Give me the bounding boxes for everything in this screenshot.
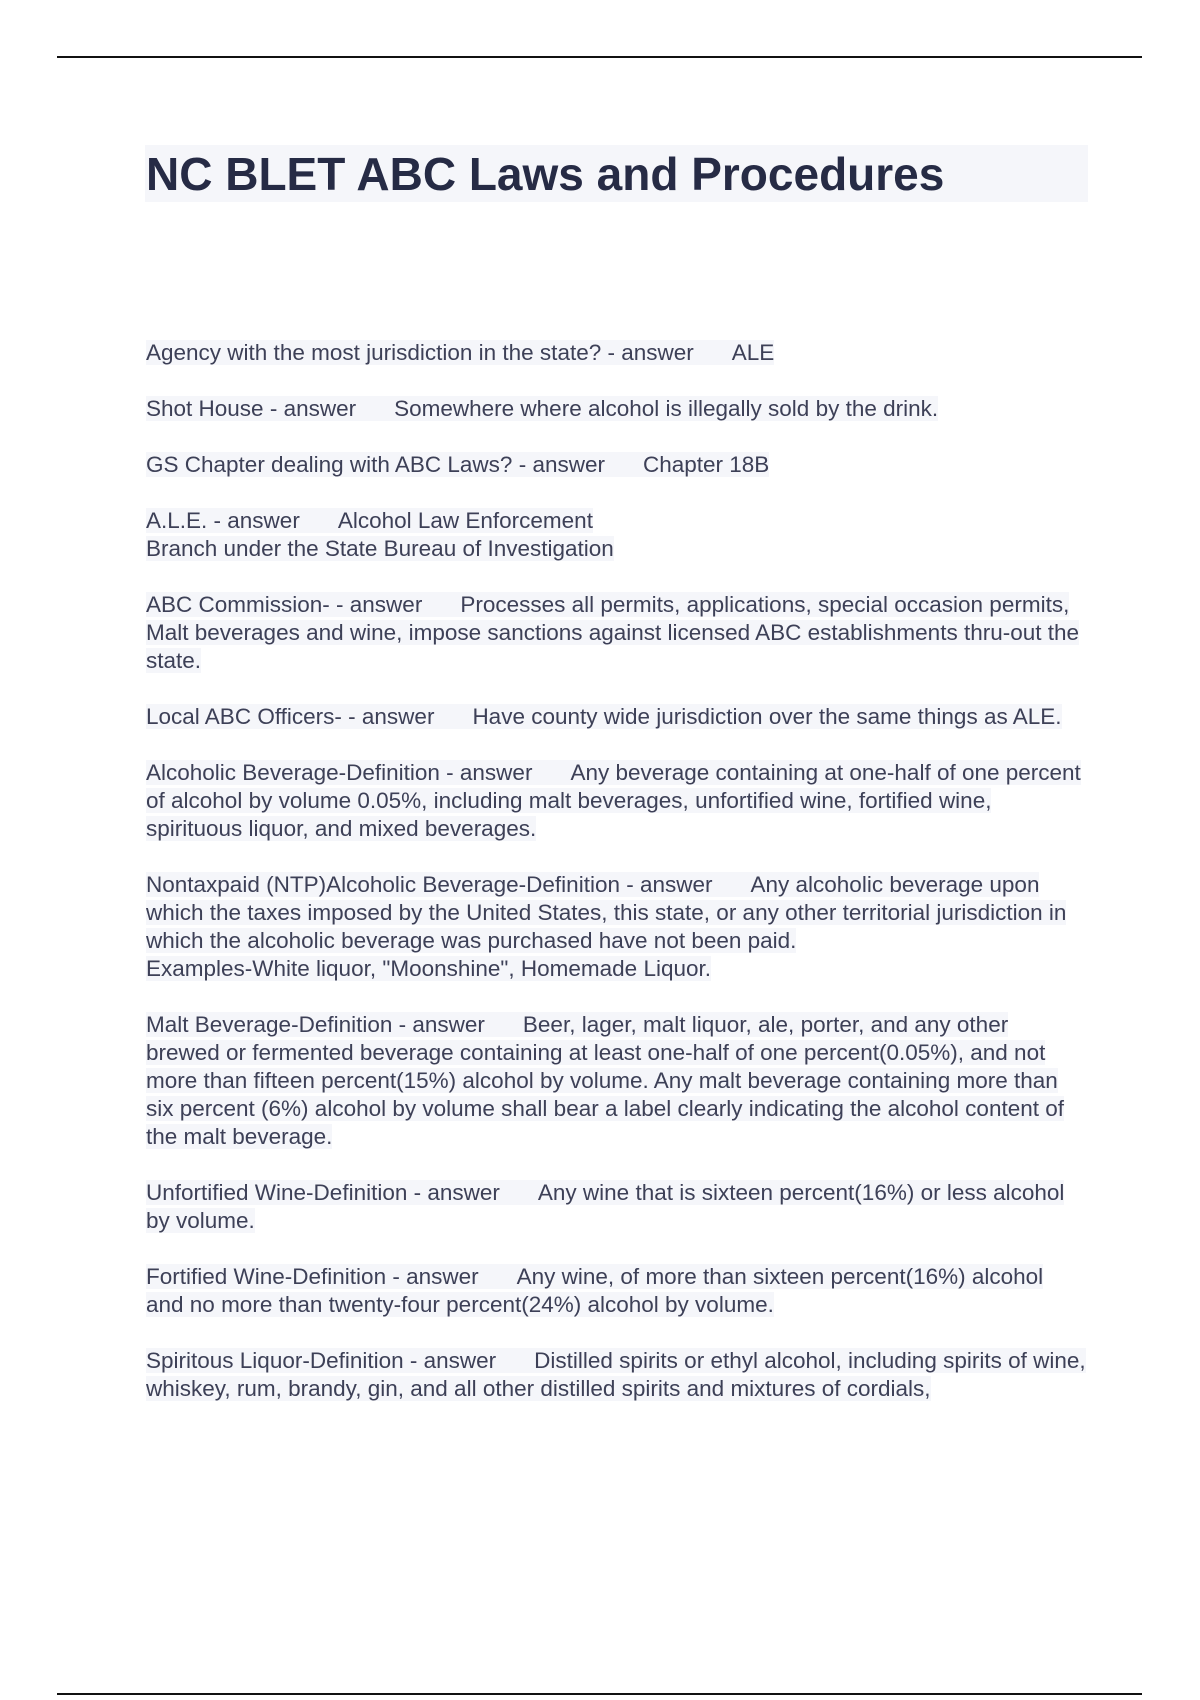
qa-item — [146, 871, 1086, 983]
qa-answer: ALE — [731, 340, 775, 365]
page-title: NC BLET ABC Laws and Procedures — [146, 148, 945, 200]
qa-question: Shot House - answer — [146, 396, 357, 421]
qa-answer: Any wine that is sixteen percent(16%) or less alcohol by volume. — [146, 1180, 1065, 1233]
qa-answer: Any wine, of more than sixteen percent(16%) alcohol and no more than twenty-four percent(24%) alcohol by volume. — [146, 1264, 1044, 1317]
qa-answer-line2: Examples-White liquor, "Moonshine", Homemade Liquor. — [146, 956, 711, 981]
qa-answer-line2: Branch under the State Bureau of Investigation — [146, 536, 614, 561]
qa-question: Local ABC Officers- - answer — [146, 704, 435, 729]
qa-item — [146, 451, 1086, 479]
qa-question: ABC Commission- - answer — [146, 592, 423, 617]
qa-item — [146, 395, 1086, 423]
qa-answer: Alcohol Law Enforcement — [337, 508, 593, 533]
qa-item — [146, 1347, 1086, 1403]
top-rule — [57, 56, 1142, 58]
qa-item — [146, 507, 1086, 563]
qa-answer: Somewhere where alcohol is illegally sold by the drink. — [394, 396, 939, 421]
qa-item — [146, 339, 1086, 367]
qa-answer: Distilled spirits or ethyl alcohol, including spirits of wine, whiskey, rum, brandy, gin, and all other distilled spirits and mixtures of cordials, — [146, 1348, 1086, 1401]
qa-item — [146, 1179, 1086, 1235]
qa-question: Spiritous Liquor-Definition - answer — [146, 1348, 497, 1373]
qa-question: A.L.E. - answer — [146, 508, 300, 533]
bottom-rule — [57, 1693, 1142, 1695]
qa-item — [146, 703, 1086, 731]
qa-list — [146, 339, 1086, 1431]
qa-answer: Any beverage containing at one-half of one percent of alcohol by volume 0.05%, including malt beverages, unfortified wine, fortified wine, spirituous liquor, and mixed beverages. — [146, 760, 1081, 841]
qa-question: Nontaxpaid (NTP)Alcoholic Beverage-Definition - answer — [146, 872, 713, 897]
qa-question: Alcoholic Beverage-Definition - answer — [146, 760, 533, 785]
qa-item — [146, 1011, 1086, 1151]
qa-answer: Have county wide jurisdiction over the same things as ALE. — [472, 704, 1062, 729]
qa-question: Unfortified Wine-Definition - answer — [146, 1180, 500, 1205]
qa-answer: Any alcoholic beverage upon which the taxes imposed by the United States, this state, or any other territorial jurisdiction in which the alcoholic beverage was purchased have not been paid. — [146, 872, 1067, 953]
qa-question: GS Chapter dealing with ABC Laws? - answer — [146, 452, 605, 477]
qa-answer: Chapter 18B — [642, 452, 770, 477]
qa-item — [146, 591, 1086, 675]
qa-item — [146, 1263, 1086, 1319]
qa-question: Fortified Wine-Definition - answer — [146, 1264, 479, 1289]
qa-answer: Beer, lager, malt liquor, ale, porter, and any other brewed or fermented beverage containing at least one-half of one percent(0.05%), and not more than fifteen percent(15%) alcohol by volume. Any malt beverage containing more than six percent (6%) alcohol by volume shall bear a label clearly indicating the alcohol content of the malt beverage. — [146, 1012, 1065, 1149]
qa-question: Agency with the most jurisdiction in the state? - answer — [146, 340, 694, 365]
qa-question: Malt Beverage-Definition - answer — [146, 1012, 485, 1037]
qa-item — [146, 759, 1086, 843]
qa-answer: Processes all permits, applications, special occasion permits, Malt beverages and wine, impose sanctions against licensed ABC establishments thru-out the state. — [146, 592, 1080, 673]
